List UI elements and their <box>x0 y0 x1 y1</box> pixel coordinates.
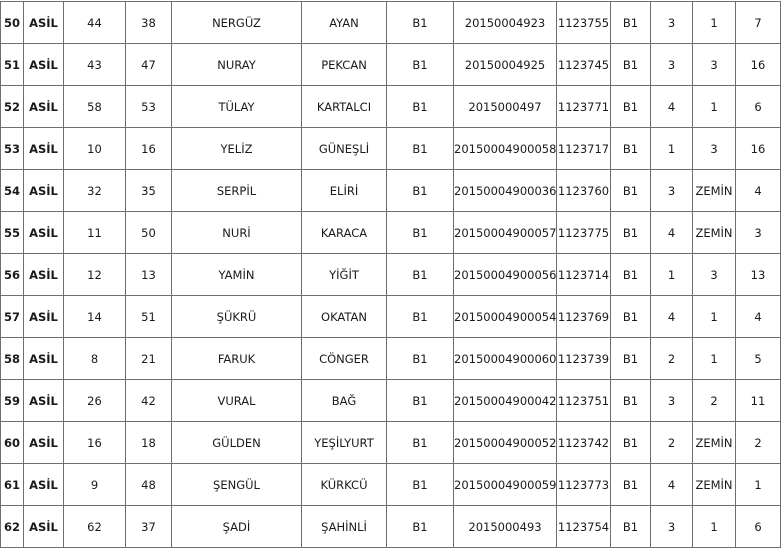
cell-score-a: 16 <box>64 422 126 464</box>
cell-level: B1 <box>387 86 454 128</box>
cell-room: 16 <box>736 128 781 170</box>
cell-room: 6 <box>736 506 781 548</box>
cell-score-a: 12 <box>64 254 126 296</box>
cell-code: 20150004900042 <box>454 380 557 422</box>
cell-status: ASİL <box>24 128 64 170</box>
cell-id: 1123760 <box>557 170 611 212</box>
cell-group: 1 <box>651 254 693 296</box>
cell-status: ASİL <box>24 422 64 464</box>
cell-level-2: B1 <box>611 296 651 338</box>
cell-floor: 1 <box>693 506 736 548</box>
cell-room: 13 <box>736 254 781 296</box>
cell-score-a: 8 <box>64 338 126 380</box>
cell-id: 1123755 <box>557 2 611 44</box>
cell-row-number: 56 <box>1 254 24 296</box>
cell-level-2: B1 <box>611 2 651 44</box>
cell-code: 20150004900052 <box>454 422 557 464</box>
cell-code: 20150004923 <box>454 2 557 44</box>
cell-room: 4 <box>736 170 781 212</box>
table-row <box>1 380 781 422</box>
cell-score-a: 58 <box>64 86 126 128</box>
cell-score-b: 13 <box>126 254 172 296</box>
cell-last-name: KARACA <box>302 212 387 254</box>
cell-level-2: B1 <box>611 44 651 86</box>
cell-code: 20150004900060 <box>454 338 557 380</box>
cell-status: ASİL <box>24 44 64 86</box>
cell-group: 3 <box>651 170 693 212</box>
cell-code: 20150004900054 <box>454 296 557 338</box>
cell-level: B1 <box>387 212 454 254</box>
cell-row-number: 50 <box>1 2 24 44</box>
table-row <box>1 128 781 170</box>
cell-id: 1123717 <box>557 128 611 170</box>
cell-score-b: 35 <box>126 170 172 212</box>
cell-row-number: 51 <box>1 44 24 86</box>
cell-score-b: 48 <box>126 464 172 506</box>
cell-first-name: GÜLDEN <box>172 422 302 464</box>
cell-status: ASİL <box>24 212 64 254</box>
cell-floor: 3 <box>693 44 736 86</box>
table-row <box>1 506 781 548</box>
cell-last-name: YEŞİLYURT <box>302 422 387 464</box>
cell-group: 4 <box>651 86 693 128</box>
cell-level-2: B1 <box>611 128 651 170</box>
cell-score-b: 18 <box>126 422 172 464</box>
cell-group: 3 <box>651 44 693 86</box>
table-row <box>1 254 781 296</box>
table-row <box>1 296 781 338</box>
cell-first-name: TÜLAY <box>172 86 302 128</box>
cell-last-name: GÜNEŞLİ <box>302 128 387 170</box>
cell-group: 4 <box>651 296 693 338</box>
cell-score-a: 62 <box>64 506 126 548</box>
cell-level: B1 <box>387 338 454 380</box>
cell-id: 1123771 <box>557 86 611 128</box>
cell-group: 3 <box>651 506 693 548</box>
cell-level: B1 <box>387 128 454 170</box>
cell-row-number: 59 <box>1 380 24 422</box>
cell-first-name: YAMİN <box>172 254 302 296</box>
cell-first-name: ŞENGÜL <box>172 464 302 506</box>
cell-first-name: ŞADİ <box>172 506 302 548</box>
cell-level-2: B1 <box>611 170 651 212</box>
cell-level: B1 <box>387 506 454 548</box>
cell-first-name: NERGÜZ <box>172 2 302 44</box>
cell-group: 4 <box>651 212 693 254</box>
cell-row-number: 58 <box>1 338 24 380</box>
cell-status: ASİL <box>24 464 64 506</box>
cell-room: 6 <box>736 86 781 128</box>
cell-row-number: 60 <box>1 422 24 464</box>
cell-room: 2 <box>736 422 781 464</box>
cell-level-2: B1 <box>611 338 651 380</box>
cell-level: B1 <box>387 296 454 338</box>
cell-last-name: BAĞ <box>302 380 387 422</box>
cell-score-b: 51 <box>126 296 172 338</box>
cell-floor: 1 <box>693 338 736 380</box>
cell-score-a: 26 <box>64 380 126 422</box>
cell-status: ASİL <box>24 86 64 128</box>
cell-room: 16 <box>736 44 781 86</box>
table-row <box>1 212 781 254</box>
cell-level: B1 <box>387 44 454 86</box>
cell-id: 1123714 <box>557 254 611 296</box>
cell-level: B1 <box>387 422 454 464</box>
cell-room: 11 <box>736 380 781 422</box>
cell-score-a: 14 <box>64 296 126 338</box>
cell-last-name: KARTALCI <box>302 86 387 128</box>
cell-status: ASİL <box>24 338 64 380</box>
cell-id: 1123751 <box>557 380 611 422</box>
cell-score-a: 32 <box>64 170 126 212</box>
cell-level-2: B1 <box>611 464 651 506</box>
cell-room: 1 <box>736 464 781 506</box>
cell-status: ASİL <box>24 296 64 338</box>
cell-level: B1 <box>387 464 454 506</box>
cell-last-name: AYAN <box>302 2 387 44</box>
cell-row-number: 61 <box>1 464 24 506</box>
cell-status: ASİL <box>24 506 64 548</box>
cell-id: 1123769 <box>557 296 611 338</box>
cell-row-number: 53 <box>1 128 24 170</box>
cell-status: ASİL <box>24 380 64 422</box>
table-row <box>1 338 781 380</box>
cell-first-name: VURAL <box>172 380 302 422</box>
cell-first-name: NURİ <box>172 212 302 254</box>
cell-status: ASİL <box>24 254 64 296</box>
cell-first-name: YELİZ <box>172 128 302 170</box>
cell-score-a: 43 <box>64 44 126 86</box>
cell-code: 20150004925 <box>454 44 557 86</box>
cell-floor: 1 <box>693 296 736 338</box>
cell-first-name: FARUK <box>172 338 302 380</box>
cell-group: 1 <box>651 128 693 170</box>
cell-score-b: 47 <box>126 44 172 86</box>
cell-last-name: KÜRKCÜ <box>302 464 387 506</box>
cell-score-a: 9 <box>64 464 126 506</box>
results-table <box>0 1 781 548</box>
cell-first-name: SERPİL <box>172 170 302 212</box>
cell-last-name: OKATAN <box>302 296 387 338</box>
cell-first-name: NURAY <box>172 44 302 86</box>
cell-floor: ZEMİN <box>693 464 736 506</box>
table-body <box>1 2 781 548</box>
cell-row-number: 52 <box>1 86 24 128</box>
cell-room: 5 <box>736 338 781 380</box>
cell-id: 1123754 <box>557 506 611 548</box>
table-row <box>1 170 781 212</box>
cell-first-name: ŞÜKRÜ <box>172 296 302 338</box>
cell-status: ASİL <box>24 170 64 212</box>
cell-floor: 1 <box>693 2 736 44</box>
cell-code: 20150004900056 <box>454 254 557 296</box>
cell-group: 2 <box>651 338 693 380</box>
cell-code: 20150004900059 <box>454 464 557 506</box>
cell-score-a: 44 <box>64 2 126 44</box>
cell-score-b: 16 <box>126 128 172 170</box>
cell-floor: ZEMİN <box>693 170 736 212</box>
cell-level-2: B1 <box>611 86 651 128</box>
cell-last-name: PEKCAN <box>302 44 387 86</box>
cell-level-2: B1 <box>611 380 651 422</box>
cell-room: 3 <box>736 212 781 254</box>
cell-level-2: B1 <box>611 212 651 254</box>
cell-score-b: 21 <box>126 338 172 380</box>
cell-level-2: B1 <box>611 254 651 296</box>
cell-floor: ZEMİN <box>693 212 736 254</box>
cell-level-2: B1 <box>611 422 651 464</box>
cell-row-number: 55 <box>1 212 24 254</box>
cell-code: 20150004900057 <box>454 212 557 254</box>
cell-code: 2015000497 <box>454 86 557 128</box>
cell-level: B1 <box>387 380 454 422</box>
cell-group: 3 <box>651 2 693 44</box>
cell-row-number: 54 <box>1 170 24 212</box>
cell-floor: 2 <box>693 380 736 422</box>
cell-score-b: 37 <box>126 506 172 548</box>
cell-room: 4 <box>736 296 781 338</box>
cell-id: 1123773 <box>557 464 611 506</box>
cell-row-number: 57 <box>1 296 24 338</box>
cell-room: 7 <box>736 2 781 44</box>
cell-floor: 3 <box>693 254 736 296</box>
table-row <box>1 44 781 86</box>
cell-last-name: YİĞİT <box>302 254 387 296</box>
cell-id: 1123775 <box>557 212 611 254</box>
table-row <box>1 464 781 506</box>
cell-floor: 3 <box>693 128 736 170</box>
cell-level: B1 <box>387 254 454 296</box>
table-row <box>1 2 781 44</box>
cell-id: 1123745 <box>557 44 611 86</box>
cell-score-b: 53 <box>126 86 172 128</box>
cell-floor: 1 <box>693 86 736 128</box>
cell-last-name: CÖNGER <box>302 338 387 380</box>
cell-group: 4 <box>651 464 693 506</box>
cell-score-a: 11 <box>64 212 126 254</box>
cell-level: B1 <box>387 2 454 44</box>
cell-score-b: 50 <box>126 212 172 254</box>
cell-row-number: 62 <box>1 506 24 548</box>
cell-code: 20150004900036 <box>454 170 557 212</box>
cell-code: 20150004900058 <box>454 128 557 170</box>
cell-score-a: 10 <box>64 128 126 170</box>
cell-last-name: ELİRİ <box>302 170 387 212</box>
cell-score-b: 38 <box>126 2 172 44</box>
cell-group: 2 <box>651 422 693 464</box>
cell-code: 2015000493 <box>454 506 557 548</box>
cell-level-2: B1 <box>611 506 651 548</box>
cell-floor: ZEMİN <box>693 422 736 464</box>
cell-status: ASİL <box>24 2 64 44</box>
cell-group: 3 <box>651 380 693 422</box>
table-row <box>1 86 781 128</box>
cell-last-name: ŞAHİNLİ <box>302 506 387 548</box>
cell-id: 1123742 <box>557 422 611 464</box>
cell-score-b: 42 <box>126 380 172 422</box>
cell-level: B1 <box>387 170 454 212</box>
cell-id: 1123739 <box>557 338 611 380</box>
table-row <box>1 422 781 464</box>
